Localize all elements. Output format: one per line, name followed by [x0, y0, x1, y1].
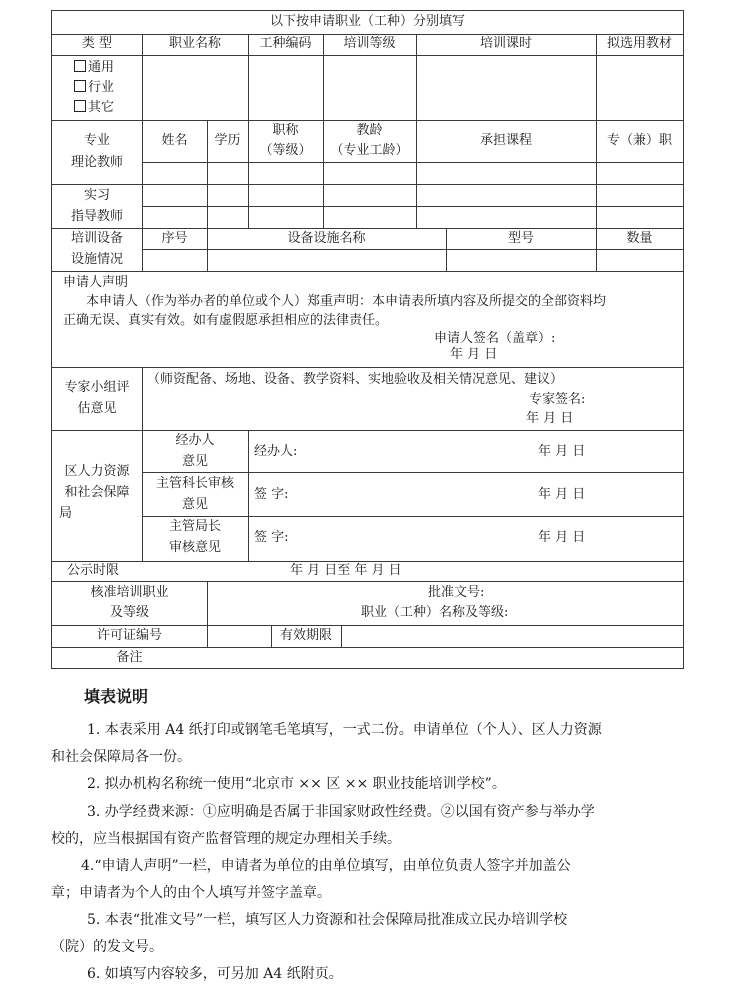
row-divider — [52, 55, 683, 56]
theory-label-1: 专业 — [83, 133, 110, 148]
expert-label-1: 专家小组评 — [64, 380, 130, 395]
row-divider — [52, 367, 683, 368]
equipment-label-2: 设施情况 — [70, 252, 123, 267]
note-5-first: 5. 本表“批准文号”一栏，填写区人力资源和社会保障局批准成立民办培训学校 — [87, 912, 568, 928]
bureau-label-1: 区人力资源 — [64, 464, 130, 479]
theory-age-2: （专业工龄） — [330, 143, 409, 158]
checkbox-square-icon — [74, 60, 86, 72]
checkbox-other[interactable]: 其它 — [74, 98, 114, 118]
theory-name: 姓名 — [161, 133, 188, 148]
note-1-rest: 和社会保障局各一份。 — [51, 749, 191, 765]
equipment-model: 型号 — [507, 231, 534, 246]
bureau-row1-label-1: 经办人 — [175, 433, 215, 448]
approved-label-2: 及等级 — [109, 605, 149, 620]
row-divider — [142, 162, 683, 163]
bureau-row2-label-1: 主管科长审核 — [155, 476, 234, 491]
note-3-first: 3. 办学经费来源：①应明确是否属于非国家财政性经费。②以国有资产参与举办学 — [87, 804, 595, 820]
theory-label-2: 理论教师 — [70, 155, 123, 170]
bureau-label-3: 局 — [59, 506, 73, 521]
header-code: 工种编码 — [259, 36, 312, 51]
equipment-seq: 序号 — [161, 231, 188, 246]
header-materials: 拟选用教材 — [606, 36, 672, 51]
row-divider — [142, 249, 683, 250]
checkbox-general[interactable]: 通用 — [74, 58, 114, 78]
approved-occupation-level: 职业（工种）名称及等级: — [361, 605, 509, 620]
equipment-name: 设备设施名称 — [287, 231, 366, 246]
practice-label-1: 实习 — [83, 188, 110, 203]
note-6-first: 6. 如填写内容较多，可另加 A4 纸附页。 — [87, 966, 343, 982]
equipment-label-1: 培训设备 — [70, 231, 123, 246]
header-level: 培训等级 — [343, 36, 396, 51]
publicity-label: 公示时限 — [67, 563, 120, 578]
col-divider — [207, 581, 208, 647]
bureau-row3-label-1: 主管局长 — [168, 519, 221, 534]
license-validity-label: 有效期限 — [279, 628, 332, 643]
bureau-label-2: 和社会保障 — [64, 485, 130, 500]
expert-label-2: 估意见 — [77, 401, 117, 416]
application-form-table — [51, 10, 684, 669]
theory-title-2: （等级） — [259, 143, 312, 158]
theory-age-1: 教龄 — [356, 123, 383, 138]
declaration-title: 申请人声明 — [63, 275, 129, 290]
row-divider — [142, 472, 683, 473]
row-divider — [52, 271, 683, 272]
expert-hint: （师资配备、场地、设备、教学资料、实地验收及相关情况意见、建议） — [147, 372, 564, 387]
approved-doc-no: 批准文号: — [428, 585, 485, 600]
checkbox-industry[interactable]: 行业 — [74, 78, 114, 98]
theory-education: 学历 — [214, 133, 241, 148]
publicity-value: 年 月 日至 年 月 日 — [290, 563, 402, 578]
row-divider — [52, 184, 683, 185]
row-divider — [142, 206, 683, 207]
note-3-rest: 校的，应当根据国有资产监督管理的规定办理相关手续。 — [51, 831, 401, 847]
bureau-row2-sign: 签 字: — [254, 487, 289, 502]
expert-sign: 专家签名: — [529, 392, 586, 407]
header-type: 类 型 — [81, 36, 113, 51]
bureau-row1-date: 年 月 日 — [538, 444, 586, 459]
declaration-line-2: 正确无误、真实有效。如有虚假愿承担相应的法律责任。 — [63, 313, 389, 328]
notes-heading: 填表说明 — [84, 687, 149, 706]
equipment-qty: 数量 — [626, 231, 653, 246]
approved-label-1: 核准培训职业 — [90, 585, 169, 600]
remarks-label: 备注 — [116, 650, 143, 665]
header-occupation: 职业名称 — [168, 36, 221, 51]
theory-fulltime: 专（兼）职 — [606, 133, 672, 148]
bureau-row1-sign: 经办人: — [254, 444, 298, 459]
header-hours: 培训课时 — [479, 36, 532, 51]
declaration-line-1: 本申请人（作为举办者的单位或个人）郑重声明：本申请表所填内容及所提交的全部资料均 — [86, 294, 607, 309]
practice-label-2: 指导教师 — [70, 209, 123, 224]
expert-date: 年 月 日 — [526, 411, 574, 426]
col-divider — [341, 625, 342, 647]
bureau-row2-label-2: 意见 — [181, 497, 208, 512]
checkbox-square-icon — [74, 80, 86, 92]
note-4-first: 4.“申请人声明”一栏，申请者为单位的由单位填写，由单位负责人签字并加盖公 — [81, 858, 571, 874]
bureau-row3-date: 年 月 日 — [538, 530, 586, 545]
note-2-first: 2. 拟办机构名称统一使用“北京市 ×× 区 ×× 职业技能培训学校”。 — [87, 776, 506, 792]
theory-courses: 承担课程 — [479, 133, 532, 148]
note-5-rest: （院）的发文号。 — [51, 939, 163, 955]
theory-title-1: 职称 — [272, 123, 299, 138]
bureau-row2-date: 年 月 日 — [538, 487, 586, 502]
section-title: 以下按申请职业（工种）分别填写 — [269, 14, 465, 29]
note-1-first: 1. 本表采用 A4 纸打印或钢笔毛笔填写，一式二份。申请单位（个人）、区人力资源 — [87, 722, 602, 738]
col-divider — [248, 430, 249, 561]
bureau-row3-label-2: 审核意见 — [168, 540, 221, 555]
declaration-date: 年 月 日 — [450, 347, 498, 362]
checkbox-square-icon — [74, 100, 86, 112]
bureau-row1-label-2: 意见 — [181, 454, 208, 469]
row-divider — [52, 581, 683, 582]
note-4-rest: 章；申请者为个人的由个人填写并签字盖章。 — [51, 885, 331, 901]
bureau-row3-sign: 签 字: — [254, 530, 289, 545]
license-label: 许可证编号 — [96, 628, 162, 643]
declaration-sign: 申请人签名（盖章）: — [434, 331, 556, 346]
